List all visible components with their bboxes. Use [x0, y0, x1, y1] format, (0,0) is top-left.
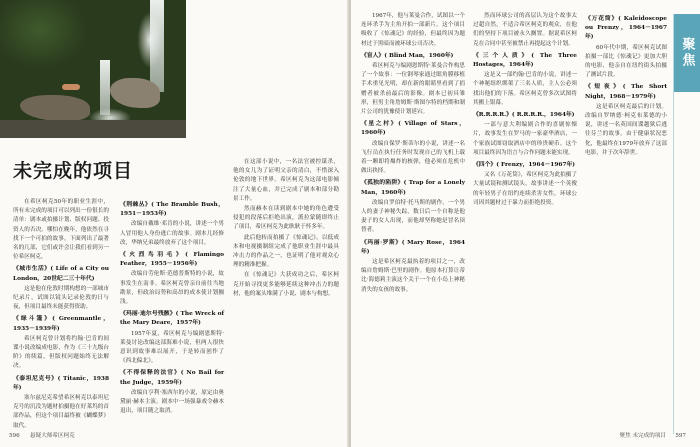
section-heading: 《不得保释的法官》( No Bail for the Judge，1959年): [120, 370, 224, 386]
section-heading: 《万花筒》( Kaleidoscope ou Frenzy，1964－1967年): [585, 16, 667, 41]
paragraph: 这是又一部约翰·巴肯的小说，讲述一个神秘组织绑架了三名人质，主人公必须找出他们的下落。希区柯克曾多次试图将其搬上银幕。: [473, 72, 577, 106]
section-heading: 《绿斗篷》( Greenmantle，1935－1939年): [13, 316, 109, 332]
paragraph: 这是他在伦敦时期构想的一部城市纪录片，试图以镜头记录伦敦的日与夜，但项目最终未能获得资助。: [13, 285, 109, 311]
running-title-right: 聚焦 未完成的项目: [619, 433, 666, 439]
swimmer-figure: [62, 84, 80, 90]
section-heading: 《盲人》( Blind Man，1960年): [361, 52, 454, 59]
section-heading: 《荆棘丛》( The Bramble Bush，1951－1953年): [120, 202, 224, 218]
section-heading: 《星之村》( Village of Stars，1960年): [361, 121, 465, 137]
paragraph: 60年代中期，希区柯克试图拍摄一部比《惊魂记》更加大胆的电影，他亲自在纽约街头拍摄了测试片段。: [585, 44, 667, 79]
section-heading: 《短夜》( The Short Night，1968－1979年): [585, 84, 667, 100]
paragraph: 在《惊魂记》大获成功之后，希区柯克开始寻找更多能够延续这种冲击力的题材，他的案头堆满了小说、剧本与构想。: [233, 272, 339, 297]
right-page: [351, 0, 700, 447]
paragraph: 在希区柯克50年的职业生涯中，所有未完成的项目可以列出一份很长的清单：剧本或拍摄计划、版权问题、投资人的否决。哪怕在晚年，他依然在寻找下一个可拍的故事。下面列出了最著名的几部，它们或许会让我们看到另一位希区柯克。: [13, 199, 109, 261]
section-heading: 《孤独的陷阱》( Trap for a Lonely Man，1960年): [361, 180, 465, 196]
waterfall-photo: [0, 0, 186, 138]
paragraph: 此后他转而拍摄了《惊魂记》，以低成本和电视摄制组完成了他职业生涯中最具冲击力的作品之一，也证明了他对观众心理的精准把握。: [233, 234, 339, 269]
section-heading: 《玛丽·迪尔号残骸》( The Wreck of the Mary Deare，1957年): [120, 311, 224, 327]
paragraph: 1967年，他与莱曼合作，试图以一个连环杀手为主角开拍一部新片。这个项目吸收了《惊魂记》的经验，但最终因为题材过于黑暗而被环球公司否决。: [361, 13, 465, 47]
paragraph: 塞尔兹尼克希望希区柯克以泰坦尼克号的沉没为题材拍摄他在好莱坞的首部作品，但这个项目最终被《蝴蝶梦》取代。: [13, 395, 109, 429]
section-heading: 《泰坦尼克号》( Titanic，1938年): [13, 375, 109, 391]
page-number-right: 597: [675, 433, 686, 439]
paragraph: 然而赫本在读到剧本中她的角色遭受侵犯的段落后拒绝出演，派拉蒙随即终止了项目，希区柯克为此耿耿于怀多年。: [233, 206, 339, 231]
section-heading: 《三个人质》( The Three Hostages，1964年): [473, 52, 577, 69]
paragraph: 1957年夏，希区柯克与编剧恩斯特·莱曼讨论改编这部海难小说，但两人很快意识到故事难以展开，于是转而创作了《西北偏北》。: [120, 330, 224, 365]
paragraph: 改编自罗伯特·托马斯的剧作，一个男人的妻子神秘失踪，数日后一个自称是他妻子的女人出现，而他却坚称她是冒名顶替者。: [361, 199, 465, 234]
right-column-3: [585, 12, 667, 159]
paragraph: 改编自保罗·斯蒂尔的小说，讲述一名飞行员在执行任务时发现自己的飞机上载着一颗即将爆炸的核弹，他必须在危机中做出抉择。: [361, 140, 465, 175]
running-title-left: 悬疑大师希区柯克: [30, 433, 75, 439]
paragraph: 在这部小说中，一名法官被控谋杀，他的女儿为了证明父亲的清白，不惜深入伦敦的地下世界。希区柯克为这部电影倾注了大量心血，并已完成了剧本和部分勘景工作。: [233, 159, 339, 202]
right-column-2: [473, 12, 577, 209]
section-heading: 《R.R.R.R.》( R.R.R.R.，1964年): [473, 112, 575, 119]
paragraph: 这是希区柯克最执着的项目之一，改编自詹姆斯·巴里的剧作。他原本打算让蒂比·海德莉主演这个关于一个在小岛上神秘消失的女孩的故事。: [361, 259, 465, 293]
paragraph: 改编自戴维·邓肯的小说，讲述一个男人冒用他人身份逃亡的故事。剧本几经修改，华纳兄弟最终放弃了这个项目。: [120, 221, 224, 246]
paragraph: 又名《万花筒》，希区柯克为此拍摄了大量试镜和测试镜头。故事讲述一个英俊的年轻男子在纽约连续杀害女性，环球公司因其题材过于暴力而拒绝投资。: [473, 172, 577, 206]
paragraph: 改编自劳伦斯·范德普斯特的小说，故事发生在南非。希区柯克曾亲自前往当地勘景，但政治局势和高昂的成本使计划搁浅。: [120, 271, 224, 306]
paragraph: 这是希区柯克最后的计划。改编自罗纳德·柯克布莱德的小说，讲述一名英国间谍越狱后逃往芬兰的故事。由于健康状况恶化，他最终在1979年放弃了这部电影，并于次年辞世。: [585, 103, 667, 156]
section-heading: 《玛丽·罗斯》( Mary Rose，1964年): [361, 239, 465, 255]
paragraph: 一部与意大利编剧合作的喜剧惊悚片，故事发生在罗马的一家豪华酒店，一个家族试图窃取酒店中的珍贵硬币。这个项目最终因为语言与合作问题未能实现。: [473, 122, 577, 156]
section-heading: 《四个》( Frenzy，1964－1967年): [473, 162, 575, 169]
left-column-3: [233, 158, 339, 300]
page-title: 未完成的项目: [13, 160, 134, 182]
section-heading: 《火烈鸟羽毛》( Flamingo Feather，1955－1956年): [120, 252, 224, 268]
paragraph: 希区柯克与编剧恩斯特·莱曼合作构思了一个故事：一位钢琴家通过眼角膜移植手术重见光明，却在新的眼睛里看到了捐赠者被杀前最后的影像。剧本已初具雏形，但男主角詹姆斯·斯图尔特的档期和制片公司的犹豫使计划延宕。: [361, 63, 465, 116]
paragraph: 然而环球公司的高层认为这个故事太过超自然，不适合希区柯克的观众，在他们的坚持下项目被永久搁置。据说希区柯克在合同中甚至被禁止再提起这个计划。: [473, 13, 577, 47]
left-page: [0, 0, 349, 447]
left-column-1: [13, 198, 109, 432]
page-number-left: 596: [9, 433, 20, 439]
left-column-2: [120, 198, 224, 417]
right-column-1: [361, 12, 465, 296]
paragraph: 改编自亨利·塞西尔的小说，原定由奥黛丽·赫本主演。剧本中一场强暴戏令赫本退出，项目随之取消。: [120, 389, 224, 415]
section-heading: 《城市生活》( Life of a City ou London，20世纪二三十年代): [13, 266, 109, 282]
paragraph: 希区柯克曾计划将约翰·巴肯的间谍小说改编成电影，作为《三十九级台阶》的续篇，但版权问题始终无法解决。: [13, 335, 109, 370]
section-tab: 聚焦: [674, 14, 700, 92]
